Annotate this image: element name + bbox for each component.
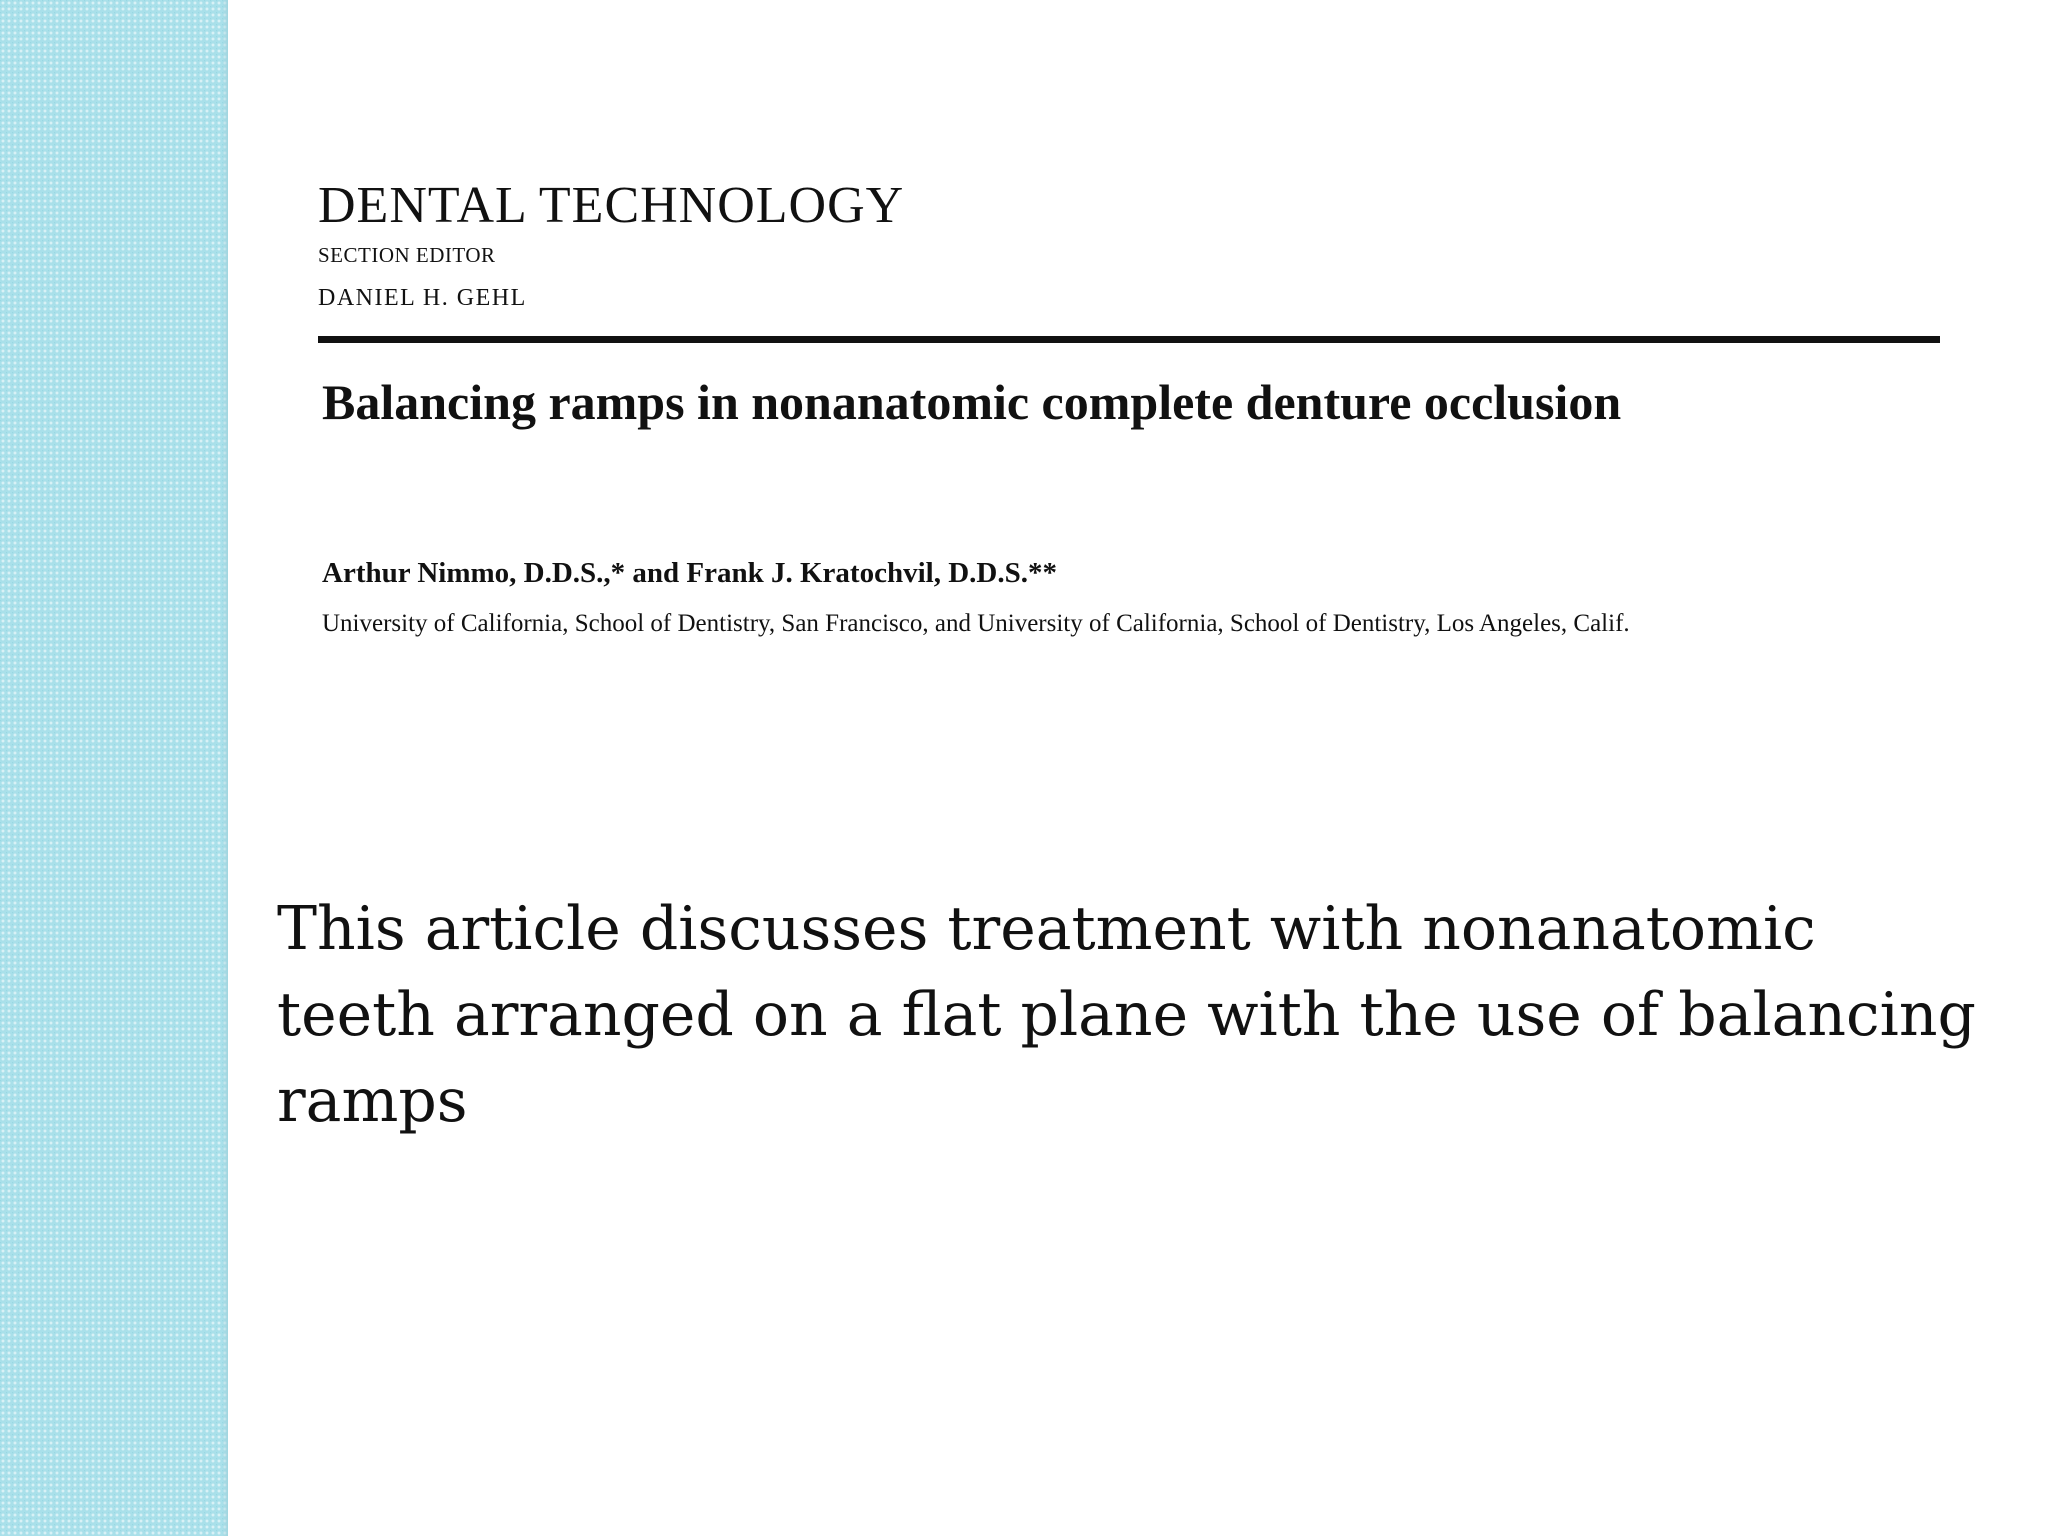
- article-header-image: [318, 176, 1958, 696]
- article-authors: Arthur Nimmo, D.D.S.,* and Frank J. Kratochvil, D.D.S.**: [322, 557, 1057, 589]
- decorative-side-band: [0, 0, 228, 1536]
- editor-name: DANIEL H. GEHL: [318, 285, 527, 311]
- header-divider: [318, 336, 1940, 343]
- section-editor-label: SECTION EDITOR: [318, 243, 496, 267]
- article-affiliation: University of California, School of Dentistry, San Francisco, and University of California, School of Dentistry, Los Angeles, Calif.: [322, 610, 1630, 637]
- journal-section-header: DENTAL TECHNOLOGY: [318, 177, 905, 234]
- side-band-edge: [222, 0, 228, 1536]
- slide-summary-text: This article discusses treatment with nonanatomic teeth arranged on a flat plane with the use of balancing ramps: [277, 894, 1976, 1136]
- article-title: Balancing ramps in nonanatomic complete denture occlusion: [322, 374, 1622, 430]
